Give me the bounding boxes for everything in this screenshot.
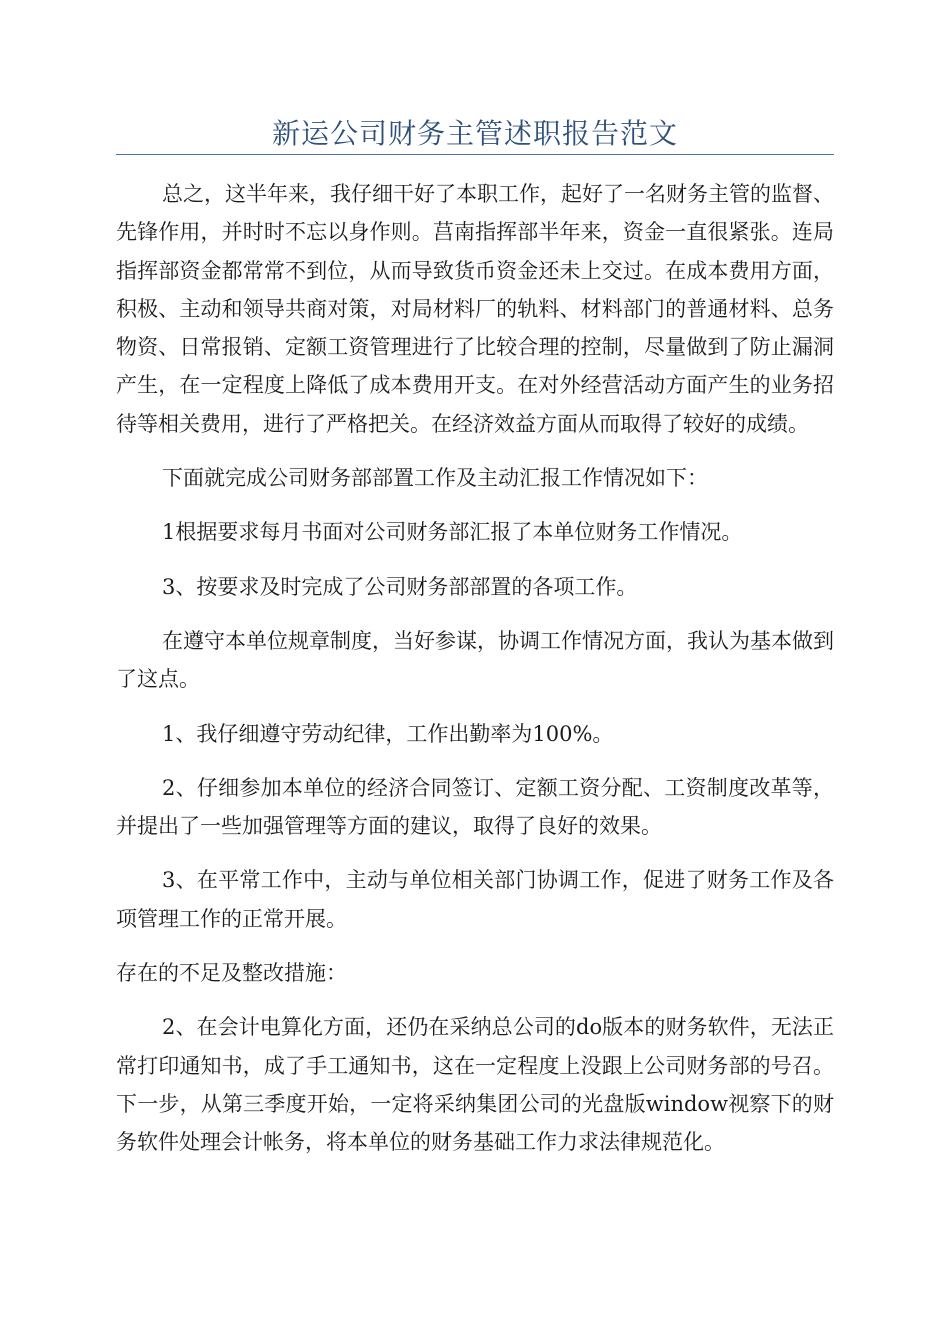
document-page (116, 0, 834, 1178)
paragraph-item-attendance: 1、我仔细遵守劳动纪律，工作出勤率为100%。 (162, 721, 614, 746)
paragraph-item-contracts: 2、仔细参加本单位的经济合同签订、定额工资分配、工资制度改革等，并提出了一些加强管理等方面的建议，取得了良好的效果。 (116, 775, 834, 839)
title-underline (116, 154, 834, 155)
paragraph-item-computerization: 2、在会计电算化方面，还仍在采纳总公司的do版本的财务软件，无法正常打印通知书，成了手工通知书，这在一定程度上没跟上公司财务部的号召。下一步，从第三季度开始，一定将采纳集团公司的光盘版window视察下的财务软件处理会计帐务，将本单位的财务基础工作力求法律规范化。 (116, 1015, 834, 1155)
document-body (116, 175, 834, 1162)
paragraph-summary: 总之，这半年来，我仔细干好了本职工作，起好了一名财务主管的监督、先锋作用，并时时不忘以身作则。莒南指挥部半年来，资金一直很紧张。连局指挥部资金都常常不到位，从而导致货币资金还未上交过。在成本费用方面，积极、主动和领导共商对策，对局材料厂的轨料、材料部门的普通材料、总务物资、日常报销、定额工资管理进行了比较合理的控制，尽量做到了防止漏洞产生，在一定程度上降低了成本费用开支。在对外经营活动方面产生的业务招待等相关费用，进行了严格把关。在经济效益方面从而取得了较好的成绩。 (116, 182, 834, 436)
document-title: 新运公司财务主管述职报告范文 (271, 117, 678, 150)
paragraph-item-timely-completion: 3、按要求及时完成了公司财务部部置的各项工作。 (162, 574, 638, 599)
paragraph-item-coordination: 3、在平常工作中，主动与单位相关部门协调工作，促进了财务工作及各项管理工作的正常开展。 (116, 868, 834, 931)
section-heading-shortcomings: 存在的不足及整改措施： (116, 961, 347, 986)
paragraph-rules-compliance: 在遵守本单位规章制度，当好参谋，协调工作情况方面，我认为基本做到了这点。 (116, 628, 834, 692)
paragraph-item-monthly-report: 1根据要求每月书面对公司财务部汇报了本单位财务工作情况。 (162, 520, 743, 545)
paragraph-work-report-intro: 下面就完成公司财务部部置工作及主动汇报工作情况如下： (162, 466, 708, 491)
